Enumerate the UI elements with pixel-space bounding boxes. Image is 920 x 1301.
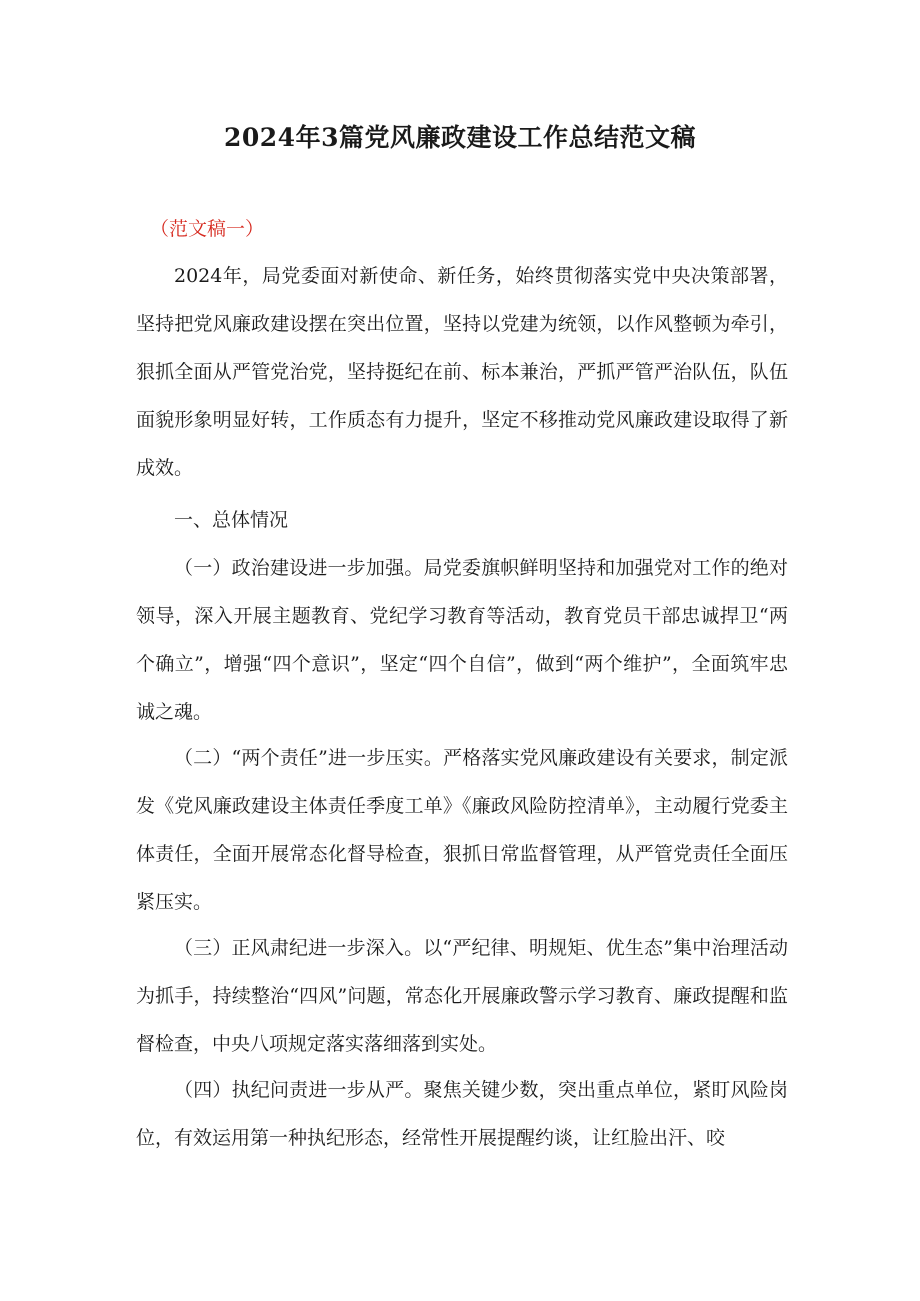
paragraph-accountability: （四）执纪问责进一步从严。聚焦关键少数，突出重点单位，紧盯风险岗位，有效运用第一种执纪形态，经常性开展提醒约谈，让红脸出汗、咬 bbox=[136, 1079, 788, 1149]
paragraph-political-building: （一）政治建设进一步加强。局党委旗帜鲜明坚持和加强党对工作的绝对领导，深入开展主题教育、党纪学习教育等活动，教育党员干部忠诚捍卫“两个确立”，增强“四个意识”，坚定“四个自信”，做到“两个维护”，全面筑牢忠诚之魂。 bbox=[136, 557, 788, 723]
section-subheading: （范文稿一） bbox=[150, 218, 265, 240]
intro-paragraph: 2024年，局党委面对新使命、新任务，始终贯彻落实党中央决策部署，坚持把党风廉政建设摆在突出位置，坚持以党建为统领，以作风整顿为牵引，狠抓全面从严管党治党，坚持挺纪在前、标本兼治，严抓严管严治队伍，队伍面貌形象明显好转，工作质态有力提升，坚定不移推动党风廉政建设取得了新成效。 bbox=[136, 265, 788, 479]
paragraph-two-responsibilities: （二）“两个责任”进一步压实。严格落实党风廉政建设有关要求，制定派发《党风廉政建设主体责任季度工单》《廉政风险防控清单》，主动履行党委主体责任，全面开展常态化督导检查，狠抓日常监督管理，从严管党责任全面压紧压实。 bbox=[136, 747, 788, 913]
section-heading-overview: 一、总体情况 bbox=[174, 509, 289, 531]
paragraph-discipline-rectification: （三）正风肃纪进一步深入。以“严纪律、明规矩、优生态”集中治理活动为抓手，持续整治“四风”问题，常态化开展廉政警示学习教育、廉政提醒和监督检查，中央八项规定落实落细落到实处。 bbox=[136, 937, 788, 1055]
document-title: 2024年3篇党风廉政建设工作总结范文稿 bbox=[224, 123, 696, 152]
